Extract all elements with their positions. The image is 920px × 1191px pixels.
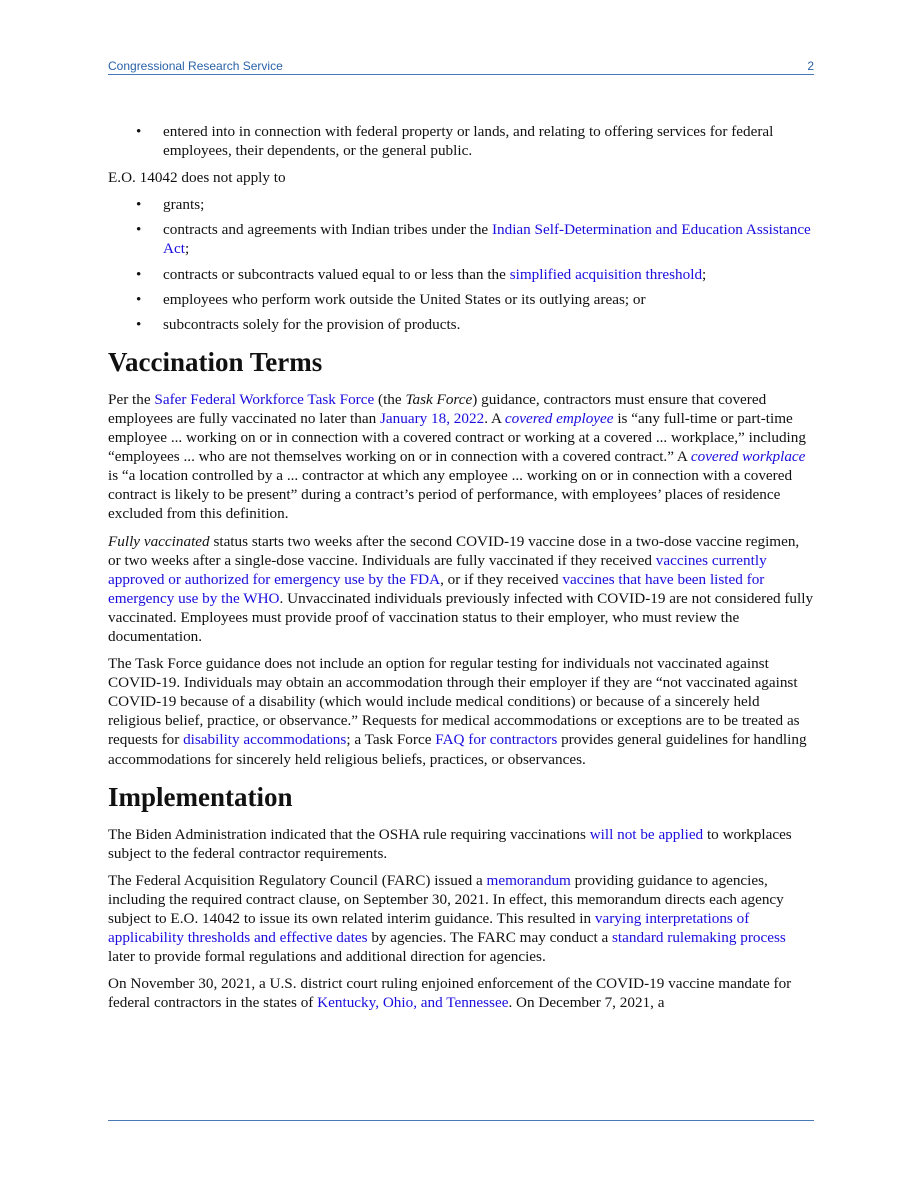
link-varying-interpretations[interactable]: varying interpretations of applicability thresholds and effective dates (108, 910, 750, 947)
paragraph-farc: The Federal Acquisition Regulatory Council (FARC) issued a memorandum providing guidance to agencies, including the required contract clause, on September 30, 2021. In effect, this memorandum directs each agency subject to E.O. 14042 to issue its own related interim guidance. This resulted in varying interpretations of applicability thresholds and effective dates by agencies. The FARC may conduct a standard rulemaking process later to provide formal regulations and additional direction for agencies. (108, 871, 786, 966)
link-disability-accommodations[interactable]: disability accommodations (183, 731, 347, 749)
bullet-icon: • (136, 265, 142, 283)
bullet-icon: • (136, 290, 142, 308)
document-body (108, 122, 814, 1020)
footer-divider (108, 1120, 814, 1121)
paragraph-court-ruling: On November 30, 2021, a U.S. district court ruling enjoined enforcement of the COVID-19 vaccine mandate for federal contractors in the states of Kentucky, Ohio, and Tennessee. On December 7, 2021, a (108, 975, 792, 1012)
bullet-icon: • (136, 315, 142, 333)
list-item: • grants; (136, 196, 205, 214)
link-january-18-2022[interactable]: January 18, 2022 (380, 409, 485, 427)
not-apply-intro: E.O. 14042 does not apply to (108, 169, 286, 187)
list-item: • employees who perform work outside the United States or its outlying areas; or (136, 290, 646, 308)
link-kentucky-ohio-tennessee[interactable]: Kentucky, Ohio, and Tennessee (317, 994, 509, 1012)
paragraph-task-force: Per the Safer Federal Workforce Task Force (the Task Force) guidance, contractors must ensure that covered employees are fully vaccinated no later than January 18, 2022. A covered employee is “any full-time or part-time employee ... working on or in connection with a covered contract or working at a covered ... workplace,” including “employees ... who are not themselves working on or in connection with a covered contract.” A covered workplace is “a location controlled by a ... contractor at which any employee ... working on or in connection with a covered contract is likely to be present” during a contract’s period of performance, with employees’ places of residence excluded from this definition. (108, 390, 806, 523)
section-heading-vaccination-terms: Vaccination Terms (108, 346, 323, 377)
list-item: • entered into in connection with federal property or lands, and relating to offering services for federal employees, their dependents, or the general public. (136, 123, 774, 160)
list-item: • contracts and agreements with Indian tribes under the Indian Self-Determination and Education Assistance Act; (136, 221, 811, 258)
bullet-icon: • (136, 123, 142, 140)
header-source: Congressional Research Service (108, 59, 283, 73)
page-header (108, 57, 814, 75)
paragraph-osha: The Biden Administration indicated that the OSHA rule requiring vaccinations will not be applied to workplaces subject to the federal contractor requirements. (108, 825, 792, 862)
list-item: • subcontracts solely for the provision of products. (136, 315, 461, 333)
link-fda-vaccines[interactable]: vaccines currently approved or authorized for emergency use by the FDA (108, 551, 767, 588)
link-covered-workplace[interactable]: covered workplace (690, 448, 806, 466)
link-will-not-be-applied[interactable]: will not be applied (589, 825, 704, 843)
page-number: 2 (807, 59, 814, 73)
bullet-icon: • (136, 196, 142, 214)
link-standard-rulemaking[interactable]: standard rulemaking process (612, 929, 786, 947)
bullet-icon: • (136, 221, 142, 239)
list-item: • contracts or subcontracts valued equal to or less than the simplified acquisition threshold; (136, 265, 707, 283)
paragraph-accommodations: The Task Force guidance does not include an option for regular testing for individuals not vaccinated against COVID-19. Individuals may obtain an accommodation through their employer if they are “not vaccinated against COVID-19 because of a disability (which would include medical conditions) or because of a sincerely held religious belief, practice, or observance.” Requests for medical accommodations or exceptions are to be treated as requests for disability accommodations; a Task Force FAQ for contractors provides general guidelines for handling accommodations for sincerely held religious beliefs, practices, or observances. (108, 655, 807, 768)
link-safer-federal-workforce[interactable]: Safer Federal Workforce Task Force (154, 390, 375, 408)
section-heading-implementation: Implementation (108, 781, 293, 812)
applicability-list-continued (108, 122, 814, 160)
link-memorandum[interactable]: memorandum (486, 871, 571, 889)
link-who-vaccines[interactable]: vaccines that have been listed for emergency use by the WHO (108, 570, 765, 607)
link-indian-self-determination-act[interactable]: Indian Self-Determination and Education Assistance Act (163, 221, 811, 258)
link-faq-for-contractors[interactable]: FAQ for contractors (435, 731, 558, 749)
link-covered-employee[interactable]: covered employee (504, 409, 614, 427)
exclusion-list (108, 195, 814, 334)
paragraph-fully-vaccinated: Fully vaccinated status starts two weeks after the second COVID-19 vaccine dose in a two-dose vaccine regimen, or two weeks after a single-dose vaccine. Individuals are fully vaccinated if they received vaccines currently approved or authorized for emergency use by the FDA, or if they received vaccines that have been listed for emergency use by the WHO. Unvaccinated individuals previously infected with COVID-19 are not considered fully vaccinated. Employees must provide proof of vaccination status to their employer, who must review the documentation. (108, 532, 814, 645)
link-simplified-acquisition-threshold[interactable]: simplified acquisition threshold (509, 265, 703, 283)
